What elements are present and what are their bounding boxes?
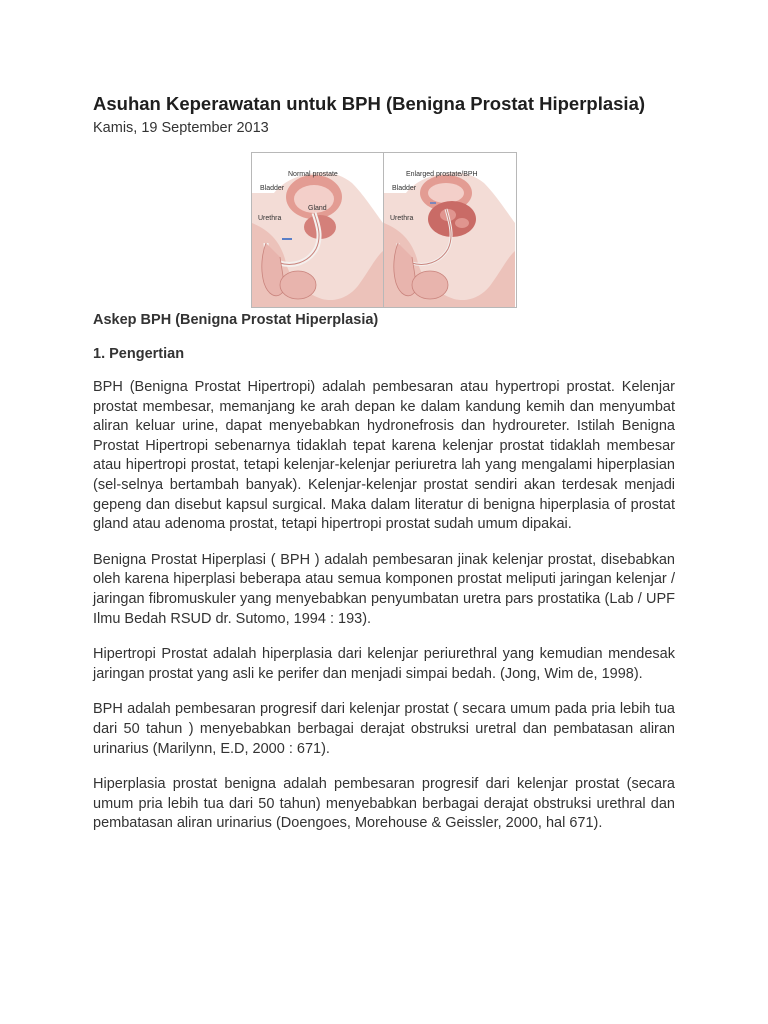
section-heading: Askep BPH (Benigna Prostat Hiperplasia) [93, 312, 379, 328]
bladder-label: Bladder [392, 185, 417, 192]
urethra-label: Urethra [258, 215, 282, 222]
paragraph: BPH (Benigna Prostat Hipertropi) adalah pembesaran atau hypertropi prostat. Kelenjar prostat membesar, memanjang ke arah depan ke dalam kandung kemih dan menyumbat aliran keluar urine, dapat menyebabkan hydronefrosis dan hydroureter. Istilah Benigna Prostat Hipertropi sebenarnya tidaklah tepat karena kelenjar prostat tidaklah membesar atau hipertropi prostat, tetapi kelenjar-kelenjar periuretra lah yang mengalami hiperplasian (sel-selnya bertambah banyak). Kelenjar-kelenjar prostat sendiri akan terdesak menjadi gepeng dan disebut kapsul surgical. Maka dalam literatur di benigna hiperplasia of prostat gland atau adenoma prostat, tetapi hipertropi prostat sudah umum dipakai. [93, 379, 675, 533]
normal-prostate-label: Normal prostate [288, 171, 338, 178]
paragraph: Hipertropi Prostat adalah hiperplasia dari kelenjar periurethral yang kemudian mendesak jaringan prostat yang asli ke perifer dan menjadi simpai bedah. (Jong, Wim de, 1998). [93, 646, 675, 682]
normal-prostate-panel [252, 153, 383, 307]
gland-label: Gland [308, 205, 327, 212]
document-page [93, 92, 675, 834]
enlarged-prostate-panel [384, 153, 515, 307]
enlarged-prostate-label: Enlarged prostate/BPH [406, 171, 478, 178]
bph-illustration [251, 152, 517, 308]
urethra-label: Urethra [390, 215, 414, 222]
bladder-label: Bladder [260, 185, 285, 192]
paragraph: BPH adalah pembesaran progresif dari kelenjar prostat ( secara umum pada pria lebih tua dari 50 tahun ) menyebabkan berbagai derajat obstruksi uretral dan pembatasan aliran urinarius (Marilynn, E.D, 2000 : 671). [93, 701, 675, 757]
document-title: Asuhan Keperawatan untuk BPH (Benigna Prostat Hiperplasia) [93, 93, 646, 114]
paragraph: Hiperplasia prostat benigna adalah pembesaran progresif dari kelenjar prostat (secara umum pria lebih tua dari 50 tahun) menyebabkan berbagai derajat obstruksi urethral dan pembatasan aliran urinarius (Doengoes, Morehouse & Geissler, 2000, hal 671). [93, 776, 675, 832]
paragraph: Benigna Prostat Hiperplasi ( BPH ) adalah pembesaran jinak kelenjar prostat, disebabkan oleh karena hiperplasi beberapa atau semua komponen prostat meliputi jaringan kelenjar / jaringan fibromuskuler yang menyebabkan penyumbatan uretra pars prostatika (Lab / UPF Ilmu Bedah RSUD dr. Sutomo, 1994 : 193). [93, 551, 675, 627]
post-date: Kamis, 19 September 2013 [93, 120, 269, 136]
subsection-heading: 1. Pengertian [93, 346, 185, 362]
